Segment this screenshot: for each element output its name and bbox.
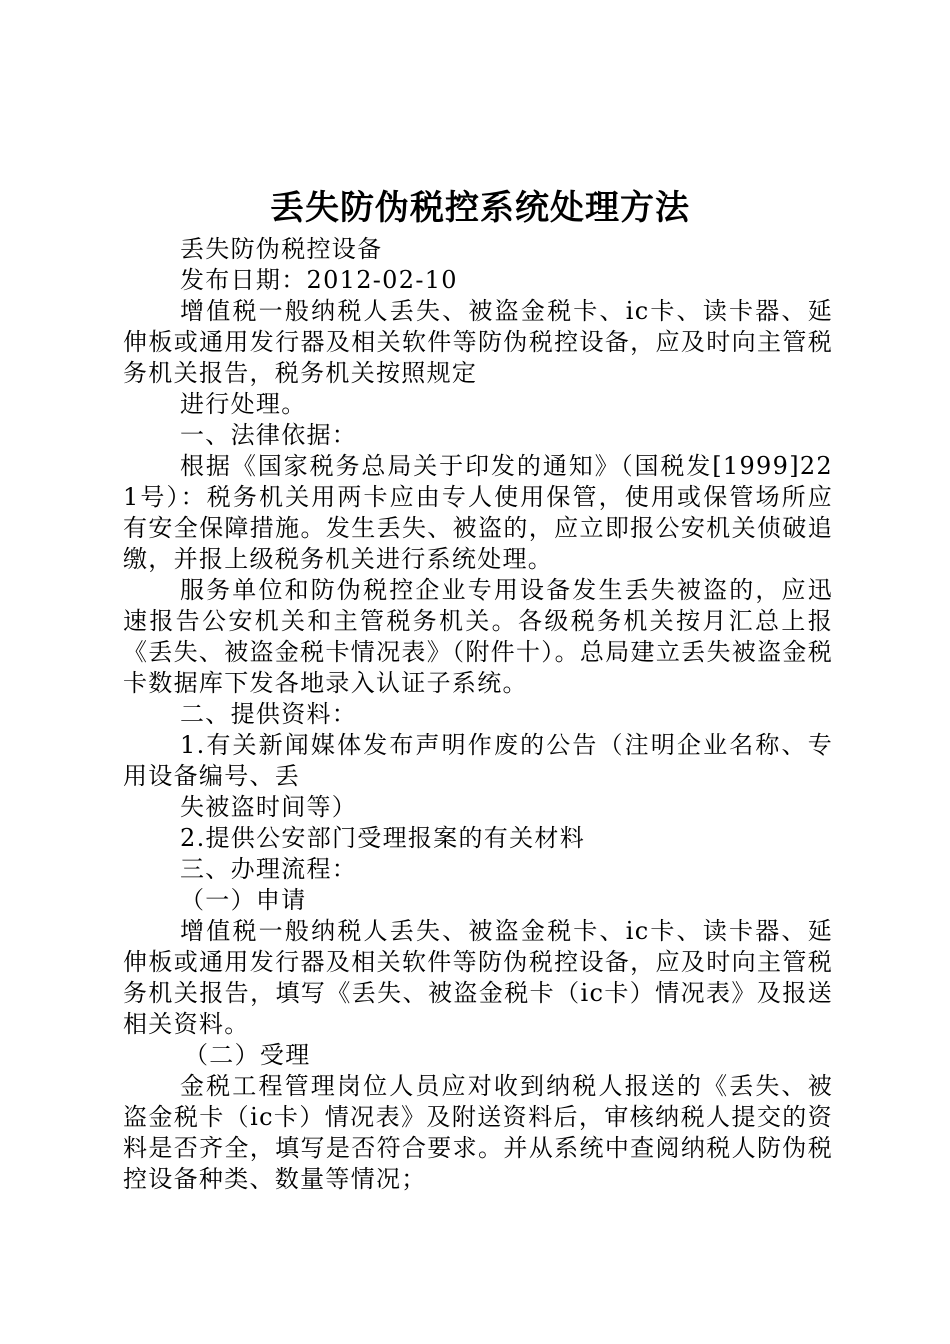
paragraph-legal-basis: 根据《国家税务总局关于印发的通知》（国税发[1999]221号）：税务机关用两卡应由专人使用保管，使用或保管场所应有安全保障措施。发生丢失、被盗的，应立即报公安机关侦破追缴，并报上级税务机关进行系统处理。: [123, 452, 833, 573]
paragraph-application: 增值税一般纳税人丢失、被盗金税卡、ic卡、读卡器、延伸板或通用发行器及相关软件等防伪税控设备，应及时向主管税务机关报告，填写《丢失、被盗金税卡（ic卡）情况表》及报送相关资料。: [123, 917, 833, 1038]
paragraph-publish-date: 发布日期：2012-02-10: [180, 266, 458, 294]
section-heading-materials: 二、提供资料：: [180, 700, 358, 728]
paragraph-subject: 丢失防伪税控设备: [180, 235, 383, 263]
document-body: [123, 234, 833, 1195]
list-item-materials-1: 1.有关新闻媒体发布声明作废的公告（注明企业名称、专用设备编号、丢: [123, 731, 833, 790]
section-heading-procedure: 三、办理流程：: [180, 855, 358, 883]
list-item-materials-1-continued: 失被盗时间等）: [180, 793, 358, 821]
paragraph-intro: 增值税一般纳税人丢失、被盗金税卡、ic卡、读卡器、延伸板或通用发行器及相关软件等防伪税控设备，应及时向主管税务机关报告，税务机关按照规定: [123, 297, 833, 387]
paragraph-intro-continued: 进行处理。: [180, 390, 307, 418]
document-title: 丢失防伪税控系统处理方法: [270, 188, 690, 228]
section-heading-legal-basis: 一、法律依据：: [180, 421, 358, 449]
paragraph-service-units: 服务单位和防伪税控企业专用设备发生丢失被盗的，应迅速报告公安机关和主管税务机关。各级税务机关按月汇总上报《丢失、被盗金税卡情况表》（附件十）。总局建立丢失被盗金税卡数据库下发各地录入认证子系统。: [123, 576, 833, 697]
subheading-application: （一）申请: [180, 886, 307, 914]
paragraph-acceptance: 金税工程管理岗位人员应对收到纳税人报送的《丢失、被盗金税卡（ic卡）情况表》及附送资料后，审核纳税人提交的资料是否齐全，填写是否符合要求。并从系统中查阅纳税人防伪税控设备种类、数量等情况；: [123, 1072, 833, 1193]
list-item-materials-2: 2.提供公安部门受理报案的有关材料: [180, 824, 585, 852]
subheading-acceptance: （二）受理: [184, 1041, 311, 1069]
